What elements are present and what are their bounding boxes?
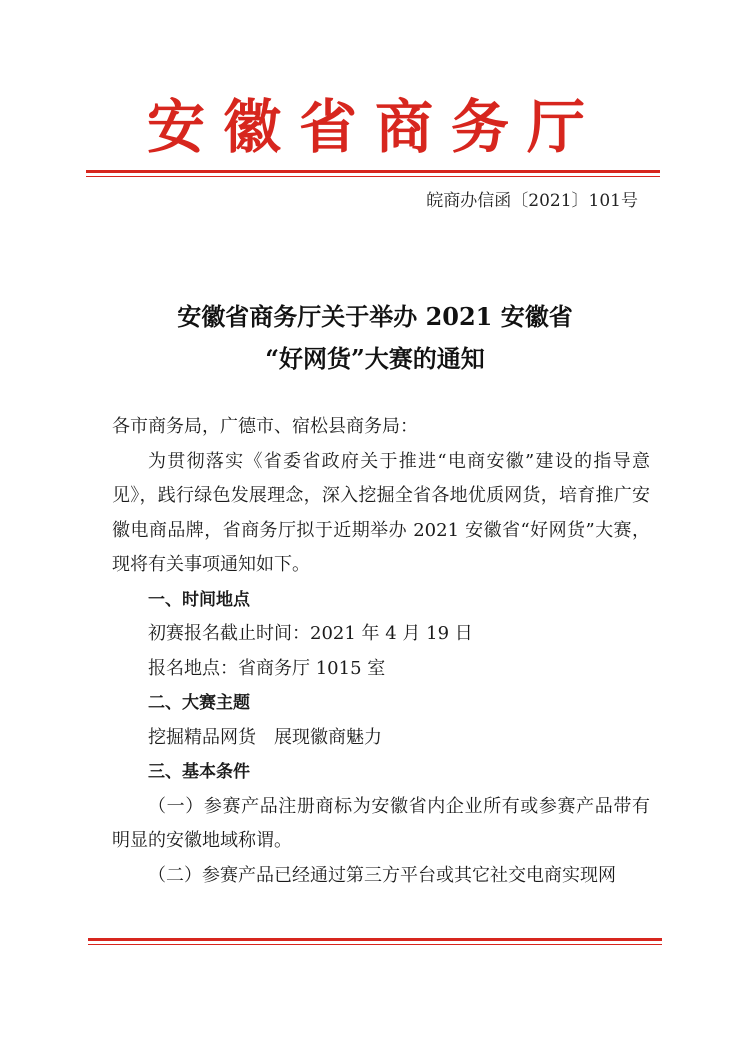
document-body	[112, 410, 650, 893]
section-heading-time-location: 一、时间地点	[148, 589, 250, 610]
document-title	[0, 296, 750, 380]
condition-item-2: （二）参赛产品已经通过第三方平台或其它社交电商实现网	[148, 864, 616, 886]
condition-item-1: （一）参赛产品注册商标为安徽省内企业所有或参赛产品带有明显的安徽地域称谓。	[112, 795, 650, 851]
masthead: 安徽省商务厅	[146, 93, 603, 161]
masthead-rule-thin	[86, 176, 660, 177]
masthead-rule-thick	[86, 170, 660, 173]
deadline-text: 初赛报名截止时间：2021 年 4 月 19 日	[148, 623, 473, 644]
footer-rule-thick	[88, 938, 662, 941]
theme-text: 挖掘精品网货 展现徽商魅力	[148, 726, 382, 748]
location-text: 报名地点：省商务厅 1015 室	[148, 657, 386, 679]
addressee: 各市商务局，广德市、宿松县商务局：	[112, 416, 418, 437]
document-number: 皖商办信函〔2021〕101号	[426, 191, 638, 211]
title-line-1: 安徽省商务厅关于举办 2021 安徽省	[177, 302, 573, 331]
section-heading-conditions: 三、基本条件	[148, 762, 250, 782]
intro-paragraph: 为贯彻落实《省委省政府关于推进“电商安徽”建设的指导意见》，践行绿色发展理念，深入挖掘全省各地优质网货，培育推广安徽电商品牌，省商务厅拟于近期举办 2021 安徽省“好网货”大赛，现将有关事项通知如下。	[112, 450, 650, 575]
title-line-2: “好网货”大赛的通知	[265, 344, 485, 373]
section-heading-theme: 二、大赛主题	[148, 693, 250, 713]
footer-rule-thin	[88, 944, 662, 945]
